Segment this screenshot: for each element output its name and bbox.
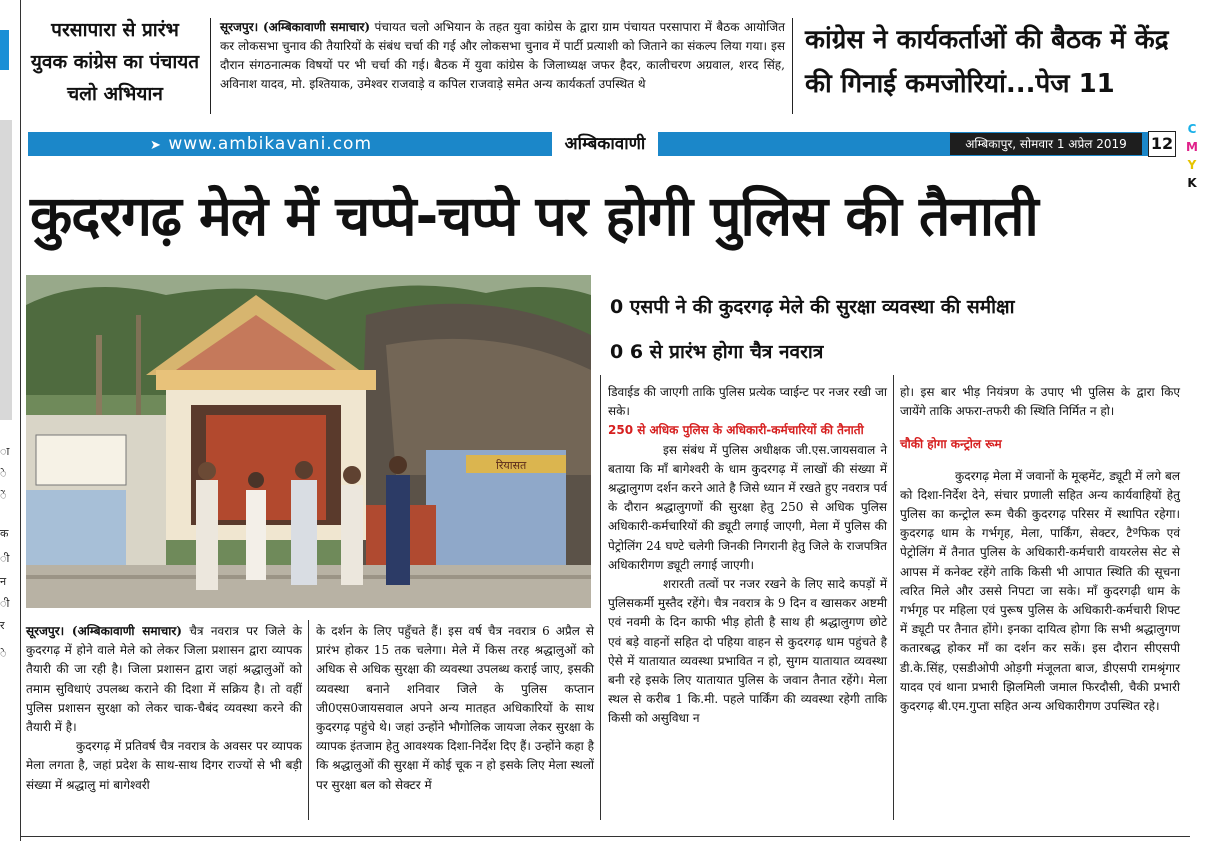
paragraph: चैत्र नवरात्र पर जिले के कुदरगढ़ में होने वाले मेले को लेकर जिला प्रशासन द्वारा व्यापक तैयारी की जा रही है। जिला प्रशासन द्वारा जहां श्रद्धालुओं को तमाम सुविधाएं उपलब्ध कराने की दिशा में सक्रिय है। तो वहीं पुलिस प्रशासन सुरक्षा को लेकर चाक-चैबंद व्यवस्था करने की तैयारी में है।: [26, 624, 302, 735]
article-column-3: [608, 383, 887, 729]
page-bottom-rule: [20, 836, 1190, 837]
edge-text-fragment: ी: [0, 552, 10, 565]
edge-text-fragment: ें: [0, 489, 7, 502]
paragraph: डिवाईड की जाएगी ताकि पुलिस प्रत्येक प्वाईन्ट पर नजर रखी जा सके।: [608, 385, 887, 419]
section-subhead: चौकी होगा कन्ट्रोल रूम: [900, 437, 1002, 452]
main-headline: कुदरगढ़ मेले में चप्पे-चप्पे पर होगी पुलिस की तैनाती: [30, 184, 1038, 248]
edge-text-fragment: क: [0, 527, 9, 540]
subheadline-2: 0 6 से प्रारंभ होगा चैत्र नवरात्र: [610, 341, 824, 363]
paragraph: के दर्शन के लिए पहुँचते हैं। इस वर्ष चैत्र नवरात्र 6 अप्रैल से प्रारंभ होकर 15 तक चलेगा। मेले में किस तरह श्रद्धालुओं को अधिक से अधिक सुरक्षा की व्यवस्था उपलब्ध कराई जाए, इसकी व्यवस्था बनाने शनिवार जिले के पुलिस कप्तान जी0एस0जायसवाल अपने अन्य मातहत अधिकारियों के साथ कुदरगढ़ पहुंचे थे। जहां उन्होंने भौगोलिक जायजा लेकर सुरक्षा के व्यापक इंतजाम हेतु आवश्यक दिशा-निर्देश दिए हैं। उन्होंने कहा है कि श्रद्धालुओं की सुरक्षा में कोई चूक न हो इसके लिए मेला स्थलों पर सुरक्षा बल को सेक्टर में: [316, 624, 594, 792]
edge-text-fragment: े: [0, 647, 7, 660]
article-column-1: [26, 622, 302, 795]
column-divider: [308, 620, 309, 820]
brief-dateline: सूरजपुर। (अम्बिकावाणी समाचार): [220, 20, 371, 34]
cmyk-c: C: [1187, 122, 1197, 136]
article-dateline: सूरजपुर। (अम्बिकावाणी समाचार): [26, 624, 182, 638]
brief-text: पंचायत चलो अभियान के तहत युवा कांग्रेस के द्वारा ग्राम पंचायत परसापारा में बैठक आयोजित कर लोकसभा चुनाव की तैयारियों के संबंध चर्चा की गई और लोकसभा चुनाव में पार्टी प्रत्याशी को जिताने का संकल्प लिया गया। इस दौरान संगठनात्मक विषयों पर भी चर्चा की गई। बैठक में युवा कांग्रेस के जिलाध्यक्ष जफर हैदर, कालीचरण अग्रवाल, शरद सिंह, अविनाश यादव, मो. इश्तियाक, उमेश्वर राजवाड़े व कपिल राजवाड़े समेत अन्य कार्यकर्ता उपस्थित थे: [220, 20, 786, 91]
website-text: www.ambikavani.com: [168, 134, 373, 154]
pointer-icon: ➤: [150, 138, 162, 153]
cmyk-marks: [1184, 120, 1200, 192]
column-divider: [600, 375, 601, 820]
subheadline-1: 0 एसपी ने की कुदरगढ़ मेले की सुरक्षा व्यवस्था की समीक्षा: [610, 296, 1015, 318]
column-divider: [893, 375, 894, 820]
edge-color-bar: [0, 30, 9, 70]
section-subhead: 250 से अधिक पुलिस के अधिकारी-कर्मचारियों की तैनाती: [608, 423, 864, 438]
divider: [210, 18, 211, 114]
cmyk-y: Y: [1187, 158, 1197, 172]
top-right-headline: कांग्रेस ने कार्यकर्ताओं की बैठक में केंद्र की गिनाई कमजोरियां...पेज 11: [805, 25, 1169, 99]
article-column-4: [900, 383, 1180, 716]
cmyk-k: K: [1187, 176, 1197, 190]
paragraph: हो। इस बार भीड़ नियंत्रण के उपाए भी पुलिस के द्वारा किए जायेंगे ताकि अफरा-तफरी की स्थिति निर्मित न हो।: [900, 385, 1180, 419]
paper-name: अम्बिकावाणी: [552, 131, 658, 157]
temple-photo: [26, 275, 591, 608]
issue-date: अम्बिकापुर, सोमवार 1 अप्रेल 2019: [950, 133, 1142, 155]
edge-text-fragment: ा: [0, 445, 10, 458]
divider: [792, 18, 793, 114]
website-link[interactable]: [150, 134, 372, 154]
cmyk-m: M: [1186, 140, 1198, 154]
paragraph: कुदरगढ़ मेला में जवानों के मूव्हमेंट, ड्यूटी में लगे बल को दिशा-निर्देश देने, संचार प्रणाली सहित अन्य कार्यवाहियों हेतु पुलिस का कन्ट्रोल रूम चैकी कुदरगढ़ परिसर में स्थापित रहेगा। कुदरगढ़ धाम के गर्भगृह, मेला, पार्किंग, सेक्टर, टैªफिक एवं पेट्रोलिंग में तैनात पुलिस के अधिकारी-कर्मचारी वायरलेस सेट से आपस में कनेक्ट रहेंगे ताकि किसी भी आपात स्थिति की सूचना त्वरित मिले और उससे निपटा जा सके। माँ कुदरगढ़ी धाम के गर्भगृह पर महिला एवं पुरूष पुलिस के अधिकारी-कर्मचारी शिफ्ट में ड्यूटी पर तैनात होंगे। इनका दायित्व होगा कि सभी श्रद्धालुगण कतारबद्ध होकर माँ का दर्शन कर सकें। इस दौरान सीएसपी डी.के.सिंह, एसडीओपी ओड़गी मंजूलता बाज, डीएसपी रामश्रृंगार यादव एवं थाना प्रभारी झिलमिली जमाल फिरदौसी, चैकी प्रभारी कुदरगढ़ बी.एम.गुप्ता सहित अन्य अधिकारीगण उपस्थित रहे।: [900, 468, 1180, 714]
edge-photo-fragment: [0, 120, 12, 420]
edge-text-fragment: र: [0, 619, 5, 632]
adjacent-page-edge: [0, 0, 21, 841]
paragraph: शरारती तत्वों पर नजर रखने के लिए सादे कपड़ों में पुलिसकर्मी मुस्तैद रहेंगे। चैत्र नवरात्र के 9 दिन व खासकर अष्टमी एवं नवमी के दिन काफी भीड़ होती है साथ ही श्रद्धालुगण छोटे एवं बड़े वाहनों सहित दो पहिया वाहन से कुदरगढ़ धाम पहुंचते है ऐसे में यातायात व्यवस्था प्रभावित न हो, सुगम यातायात व्यवस्था बनी रहे इसके लिए यातायात पुलिस के जवान तैनात रहेंगे। मेला स्थल से करीब 1 कि.मी. पहले पार्किंग की व्यवस्था रहेगी ताकि किसी को असुविधा न: [608, 577, 887, 726]
top-brief-story: [220, 18, 785, 94]
photo-sign-text: रियासत: [496, 459, 527, 472]
edge-text-fragment: े: [0, 467, 7, 480]
edge-text-fragment: ी: [0, 597, 10, 610]
edge-text-fragment: न: [0, 575, 7, 588]
top-left-headline: परसापारा से प्रारंभ युवक कांग्रेस का पंचायत चलो अभियान: [30, 19, 200, 105]
article-column-2: [316, 622, 594, 795]
page-number: 12: [1148, 131, 1176, 157]
paragraph: कुदरगढ़ में प्रतिवर्ष चैत्र नवरात्र के अवसर पर व्यापक मेला लगता है, जहां प्रदेश के साथ-साथ दिगर राज्यों से भी बड़ी संख्या में श्रद्धालु मां बागेश्वरी: [26, 739, 302, 792]
paragraph: इस संबंध में पुलिस अधीक्षक जी.एस.जायसवाल ने बताया कि माँ बागेश्वरी के धाम कुदरगढ़ में लाखों की संख्या में श्रद्धालुगण दर्शन करने आते है जिसे ध्यान में रखते हुए नवरात्र पर्व के दौरान श्रद्धालुगणों की सुरक्षा हेतु 250 से अधिक पुलिस अधिकारी-कर्मचारियों की ड्यूटी लगाई जाएगी, मेला में पुलिस की पेट्रोलिंग 24 घण्टे चलेगी जिनकी निगरानी हेतु जिले के राजपत्रित अधिकारीगण ड्यूटी लगाई जाएगी।: [608, 442, 887, 572]
